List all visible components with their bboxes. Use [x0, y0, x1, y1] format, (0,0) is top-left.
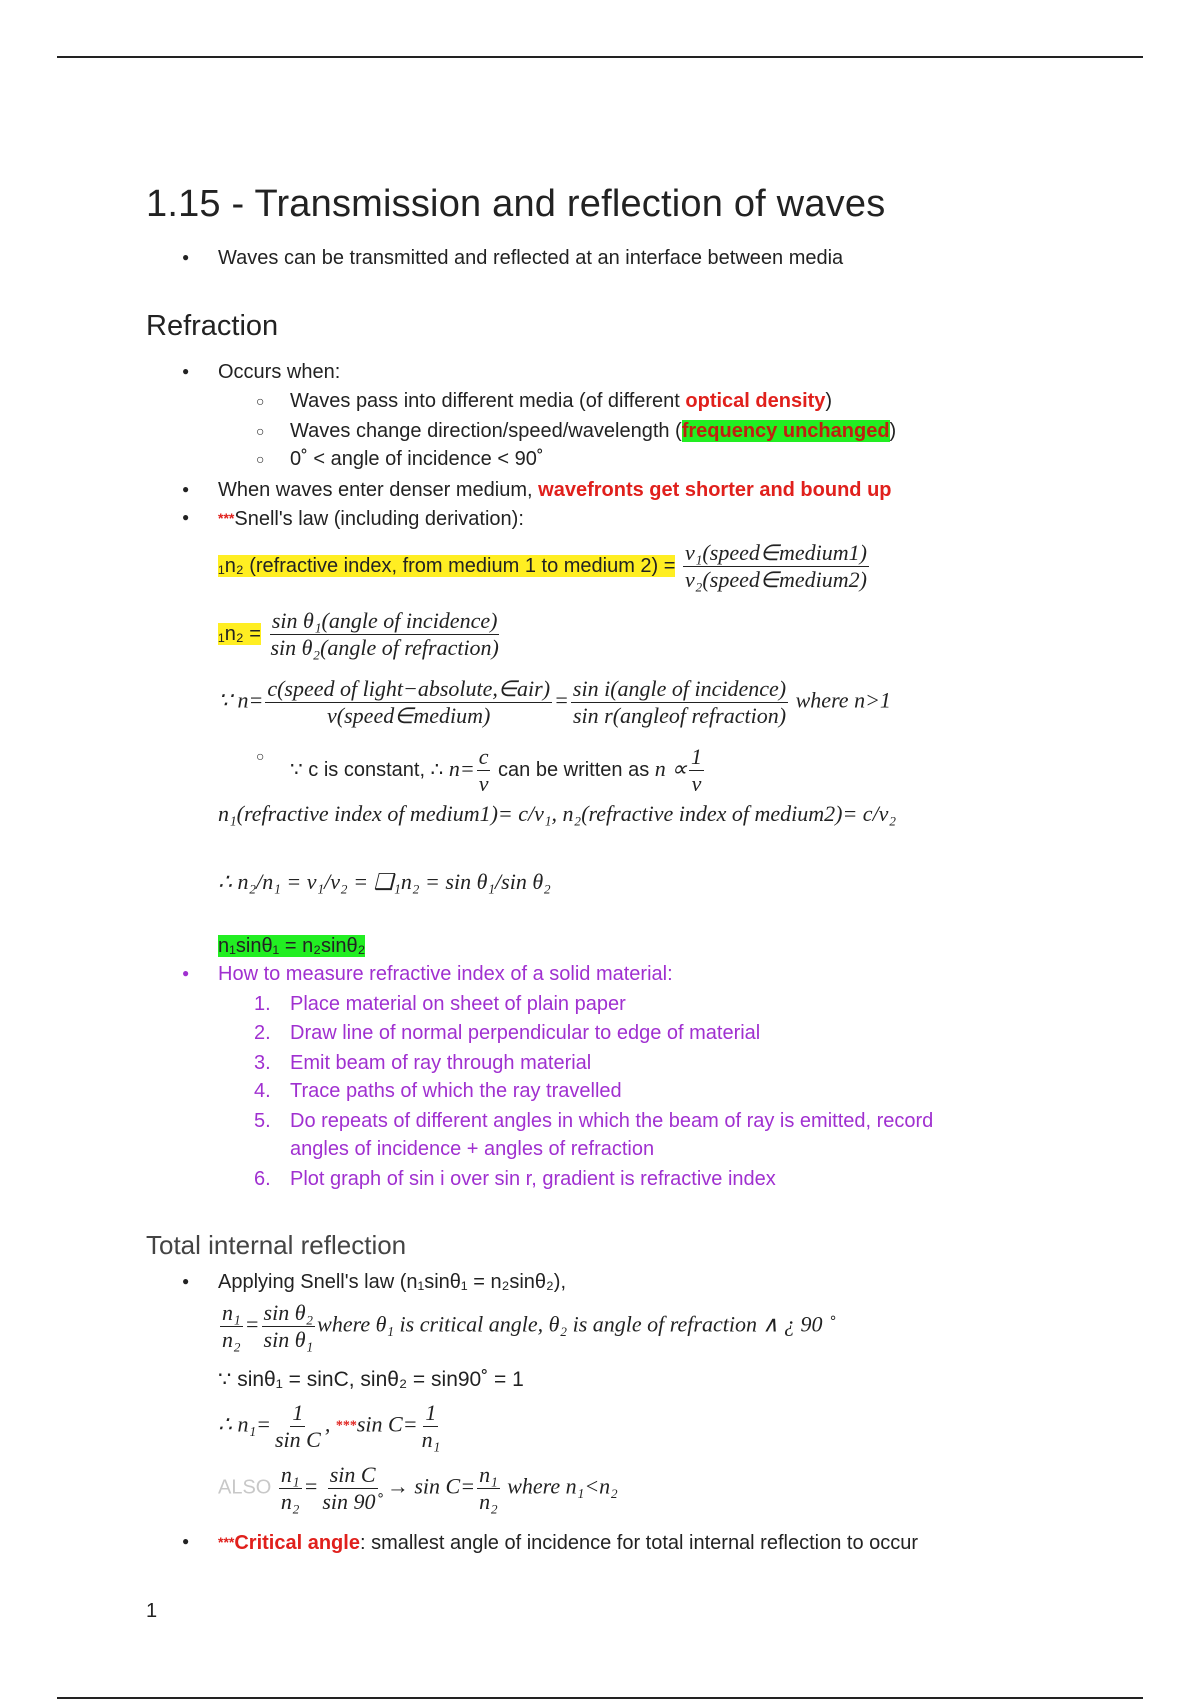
- tir-eq-3: ∴ n₁= $\frac{1}{\text{sin C}}$ , ***sin C= $\frac{1}{\text{n₁}}$: [218, 1400, 441, 1452]
- eq4-text: n₁(refractive index of medium1)= c/v₁, n₂(refractive index of medium2)= c/v₂: [218, 801, 897, 826]
- frequency-unchanged: frequency unchanged: [681, 420, 890, 442]
- step-5-text: Do repeats of different angles in which the beam of ray is emitted, record: [290, 1110, 934, 1132]
- snell-bullet: [218, 506, 524, 531]
- snell-equation: n₁sinθ₁ = n₂sinθ₂: [218, 935, 366, 957]
- eq1-numerator: v₁(speed∈medium1): [685, 540, 867, 565]
- one-over-n1: $\frac{1}{\text{n₁}}$: [421, 1400, 441, 1452]
- tir-eq-1: $\frac{\text{n₁}}{\text{n₂}}$ = $\frac{\text{sin θ₂}}{\text{sin θ₁}}$ where θ₁ is critical angle, θ₂ is angle of refraction ∧ ¿ 90 ˚: [222, 1300, 836, 1352]
- sinC-over-sin90: $\frac{\text{sin C}}{\sin 90˚}$: [322, 1462, 383, 1514]
- n-c-over-v: $\frac{c}{v}$: [478, 744, 489, 796]
- critical-angle-def: : smallest angle of incidence for total internal reflection to occur: [359, 1532, 919, 1554]
- step-3: 3. Emit beam of ray through material: [254, 1052, 592, 1074]
- refractive-index-eq-5: [218, 870, 551, 894]
- step-4: 4. Trace paths of which the ray travelled: [254, 1080, 622, 1102]
- c-constant-note: ○ ∵ c is constant, ∴ n= $\frac{c}{v}$ can be written as n ∝ $\frac{1}{v}$: [290, 744, 706, 797]
- step-5: 5. Do repeats of different angles in which the beam of ray is emitted, record: [254, 1110, 934, 1132]
- critical-angle-bullet: [218, 1530, 918, 1555]
- denser-red-text: wavefronts get shorter and bound up: [538, 479, 892, 501]
- eq1-label: ₁n₂ (refractive index, from medium 1 to medium 2) =: [218, 554, 676, 577]
- tir-applying: ● Applying Snell's law (n₁sinθ₁ = n₂sinθ₂),: [218, 1270, 566, 1294]
- snell-stars: ***: [218, 510, 235, 526]
- tir-eq4-post: where n₁<n₂: [507, 1473, 618, 1499]
- occurs-item-1-text: Waves pass into different media (of different: [290, 390, 686, 412]
- tir-eq-2: ∵ sinθ₁ = sinC, sinθ₂ = sin90˚ = 1: [218, 1368, 524, 1391]
- eq3-fraction-2: [571, 676, 788, 729]
- sin-ratio: $\frac{\text{sin θ₂}}{\text{sin θ₁}}$: [263, 1300, 314, 1352]
- eq5-text: ∴ n₂/n₁ = v₁/v₂ = ❑₁n₂ = sin θ₁/sin θ₂: [218, 869, 551, 894]
- step-1: 1. Place material on sheet of plain paper: [254, 993, 626, 1015]
- step-1-text: Place material on sheet of plain paper: [290, 993, 626, 1015]
- occurs-item-1-close: ): [825, 390, 833, 412]
- step-4-text: Trace paths of which the ray travelled: [290, 1080, 622, 1102]
- snell-text: Snell's law (including derivation):: [234, 508, 524, 530]
- one-over-v: $\frac{1}{v}$: [691, 744, 702, 796]
- step-3-text: Emit beam of ray through material: [290, 1052, 592, 1074]
- eq3-pre: ∵ n=: [218, 687, 264, 713]
- header-rule: [57, 56, 1143, 58]
- tir-eq3-stars: ***: [335, 1418, 357, 1434]
- eq3-post: where n>1: [795, 687, 891, 713]
- c-constant-text: ∵ c is constant, ∴: [290, 758, 449, 781]
- refractive-index-eq-4: [218, 802, 896, 826]
- refractive-index-eq-1: [218, 540, 871, 593]
- eq3-numerator-2: sin i(angle of incidence): [572, 676, 787, 701]
- step-6: 6. Plot graph of sin i over sin r, gradient is refractive index: [254, 1168, 776, 1190]
- occurs-item-3: ○ 0˚ < angle of incidence < 90˚: [290, 447, 544, 471]
- occurs-when: ● Occurs when:: [218, 360, 340, 384]
- denser-medium-bullet: [218, 478, 892, 502]
- refraction-heading: Refraction: [146, 310, 279, 342]
- eq2-fraction: [268, 608, 500, 661]
- eq3-fraction-1: [265, 676, 552, 729]
- step-2: 2. Draw line of normal perpendicular to edge of material: [254, 1022, 761, 1044]
- intro-bullet: ● Waves can be transmitted and reflected at an interface between media: [218, 246, 843, 270]
- eq2-numerator: sin θ₁(angle of incidence): [271, 608, 498, 633]
- footer-rule: [57, 1697, 1143, 1699]
- refractive-index-eq-3: ∵ n= $\frac{\text{c(speed of light−absolute,∈air)}}{\text{v(speed∈medium)}}$ = $\frac{\text{sin i(angle of incidence)}}{\text{sin r(angleof refraction)}}$ where n>1: [218, 676, 891, 728]
- eq1-denominator: v₂(speed∈medium2): [685, 567, 867, 592]
- step-6-text: Plot graph of sin i over sin r, gradient is refractive index: [290, 1168, 776, 1190]
- measure-heading: ● How to measure refractive index of a solid material:: [218, 962, 673, 986]
- n1-over-n2-b: $\frac{\text{n₁}}{\text{n₂}}$: [280, 1462, 300, 1514]
- eq3-numerator-1: c(speed of light−absolute,∈air): [267, 676, 551, 701]
- eq1-fraction: [683, 540, 869, 593]
- occurs-item-2: [290, 419, 896, 443]
- eq3-denominator-1: v(speed∈medium): [327, 703, 491, 728]
- also-label: ALSO: [218, 1476, 272, 1499]
- one-over-sinC: $\frac{1}{\text{sin C}}$: [275, 1400, 321, 1452]
- crit-stars: ***: [218, 1534, 235, 1550]
- eq3-denominator-2: sin r(angleof refraction): [572, 703, 787, 728]
- step-5-continued: angles of incidence + angles of refraction: [290, 1138, 655, 1160]
- eq2-denominator: sin θ₂(angle of refraction): [270, 635, 499, 660]
- tir-eq-4: ALSO $\frac{\text{n₁}}{\text{n₂}}$ = $\frac{\text{sin C}}{\sin 90˚}$ → sin C= $\frac{\text{n₁}}{\text{n₂}}$ where n₁<n₂: [218, 1462, 618, 1514]
- page-title: 1.15 - Transmission and reflection of waves: [146, 183, 886, 225]
- snell-law-highlight: [218, 934, 365, 958]
- refractive-index-eq-2: [218, 608, 503, 661]
- occurs-item-2-close: ): [889, 420, 897, 442]
- occurs-item-1: [290, 389, 832, 413]
- can-be-written: can be written as: [498, 758, 655, 781]
- optical-density: optical density: [685, 390, 826, 412]
- eq2-label: ₁n₂ =: [218, 622, 261, 645]
- critical-angle-term: Critical angle: [234, 1532, 360, 1554]
- tir-heading: Total internal reflection: [146, 1230, 407, 1260]
- step-2-text: Draw line of normal perpendicular to edge of material: [290, 1022, 761, 1044]
- occurs-item-2-text: Waves change direction/speed/wavelength (: [290, 420, 682, 442]
- page-number: 1: [146, 1600, 158, 1622]
- denser-text: When waves enter denser medium,: [218, 479, 539, 501]
- tir-eq1-post: where θ₁ is critical angle, θ₂ is angle of refraction ∧ ¿ 90 ˚: [317, 1311, 836, 1337]
- n1-over-n2-c: $\frac{\text{n₁}}{\text{n₂}}$: [479, 1462, 498, 1514]
- n1-over-n2: $\frac{\text{n₁}}{\text{n₂}}$: [222, 1300, 241, 1352]
